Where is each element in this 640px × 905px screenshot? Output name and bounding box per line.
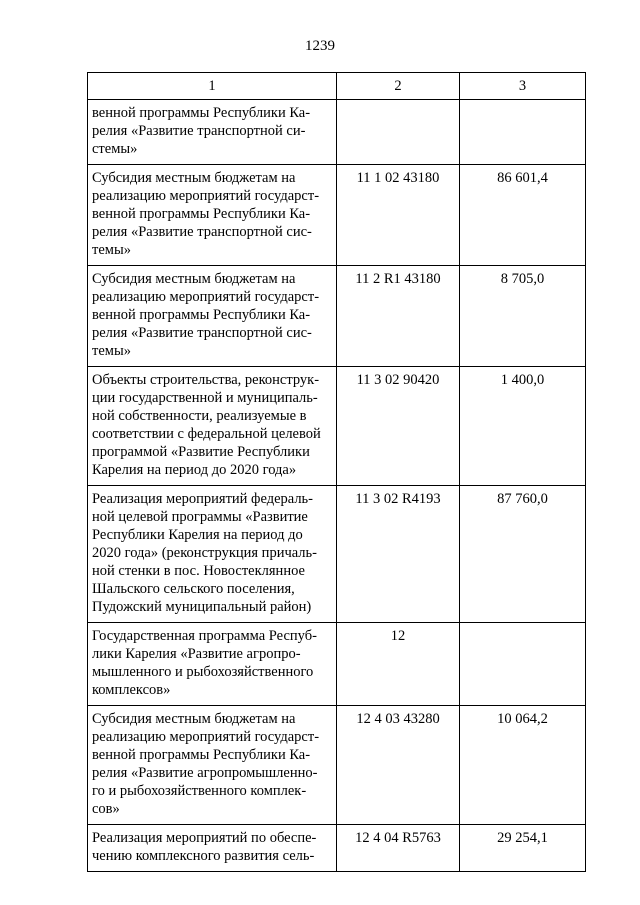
table-row — [88, 266, 586, 367]
row-name-line: Республики Карелия на период до — [92, 527, 303, 543]
row-name-cell — [88, 266, 337, 367]
table-body — [88, 100, 586, 872]
column-header-3: 3 — [460, 73, 586, 100]
row-code-cell: 11 3 02 R4193 — [337, 486, 460, 623]
row-code-cell: 11 2 R1 43180 — [337, 266, 460, 367]
row-name-line: венной программы Республики Ка- — [92, 206, 311, 222]
row-name-line: ной целевой программы «Развитие — [92, 509, 308, 525]
row-name-line: Субсидия местным бюджетам на — [92, 271, 296, 287]
row-name-line: 2020 года» (реконструкция причаль- — [92, 545, 317, 561]
row-name-line: темы» — [92, 343, 131, 359]
table-header-row — [88, 73, 586, 100]
row-amount-cell: 1 400,0 — [460, 367, 586, 486]
row-amount-cell — [460, 100, 586, 165]
row-name-line: релия «Развитие транспортной си- — [92, 123, 306, 139]
row-name-line: Реализация мероприятий по обеспе- — [92, 830, 317, 846]
row-code-cell: 12 4 03 43280 — [337, 706, 460, 825]
row-name-line: Государственная программа Респуб- — [92, 628, 317, 644]
table-row — [88, 165, 586, 266]
row-name-line: го и рыбохозяйственного комплек- — [92, 783, 307, 799]
row-name-line: стемы» — [92, 141, 138, 157]
row-name-cell — [88, 706, 337, 825]
row-name-line: Пудожский муниципальный район) — [92, 599, 312, 615]
row-name-line: чению комплексного развития сель- — [92, 848, 315, 864]
row-name-line: лики Карелия «Развитие агропро- — [92, 646, 301, 662]
row-name-cell — [88, 165, 337, 266]
row-name-line: соответствии с федеральной целевой — [92, 426, 321, 442]
row-name-line: релия «Развитие транспортной сис- — [92, 224, 312, 240]
row-amount-cell: 29 254,1 — [460, 825, 586, 872]
row-amount-cell: 87 760,0 — [460, 486, 586, 623]
column-header-2: 2 — [337, 73, 460, 100]
row-code-cell: 11 1 02 43180 — [337, 165, 460, 266]
row-name-cell — [88, 623, 337, 706]
row-name-line: Субсидия местным бюджетам на — [92, 170, 296, 186]
row-name-line: мышленного и рыбохозяйственного — [92, 664, 314, 680]
budget-table — [87, 72, 586, 872]
table-row — [88, 100, 586, 165]
row-name-line: венной программы Республики Ка- — [92, 747, 311, 763]
row-amount-cell — [460, 623, 586, 706]
row-name-line: программой «Развитие Республики — [92, 444, 310, 460]
row-name-line: Карелия на период до 2020 года» — [92, 462, 297, 478]
row-amount-cell: 8 705,0 — [460, 266, 586, 367]
row-code-cell: 12 — [337, 623, 460, 706]
table-row — [88, 825, 586, 872]
row-name-line: ной стенки в пос. Новостеклянное — [92, 563, 305, 579]
row-name-line: ной собственности, реализуемые в — [92, 408, 307, 424]
row-name-line: Субсидия местным бюджетам на — [92, 711, 296, 727]
row-code-cell — [337, 100, 460, 165]
row-name-line: комплексов» — [92, 682, 171, 698]
row-code-cell: 12 4 04 R5763 — [337, 825, 460, 872]
row-amount-cell: 86 601,4 — [460, 165, 586, 266]
row-name-cell — [88, 367, 337, 486]
row-name-line: сов» — [92, 801, 120, 817]
page-number: 1239 — [305, 38, 335, 54]
row-name-cell — [88, 486, 337, 623]
row-name-line: Реализация мероприятий федераль- — [92, 491, 313, 507]
row-code-cell: 11 3 02 90420 — [337, 367, 460, 486]
row-name-line: венной программы Республики Ка- — [92, 307, 311, 323]
row-name-line: реализацию мероприятий государст- — [92, 729, 320, 745]
row-name-cell — [88, 825, 337, 872]
row-name-line: темы» — [92, 242, 131, 258]
row-name-line: реализацию мероприятий государст- — [92, 289, 320, 305]
row-name-line: Объекты строительства, реконструк- — [92, 372, 320, 388]
row-name-cell — [88, 100, 337, 165]
table-row — [88, 706, 586, 825]
row-name-line: релия «Развитие транспортной сис- — [92, 325, 312, 341]
row-name-line: венной программы Республики Ка- — [92, 105, 311, 121]
table-row — [88, 486, 586, 623]
row-name-line: релия «Развитие агропромышленно- — [92, 765, 318, 781]
row-name-line: ции государственной и муниципаль- — [92, 390, 318, 406]
row-name-line: реализацию мероприятий государст- — [92, 188, 320, 204]
table-row — [88, 367, 586, 486]
row-name-line: Шальского сельского поселения, — [92, 581, 295, 597]
column-header-1: 1 — [88, 73, 337, 100]
table-row — [88, 623, 586, 706]
row-amount-cell: 10 064,2 — [460, 706, 586, 825]
